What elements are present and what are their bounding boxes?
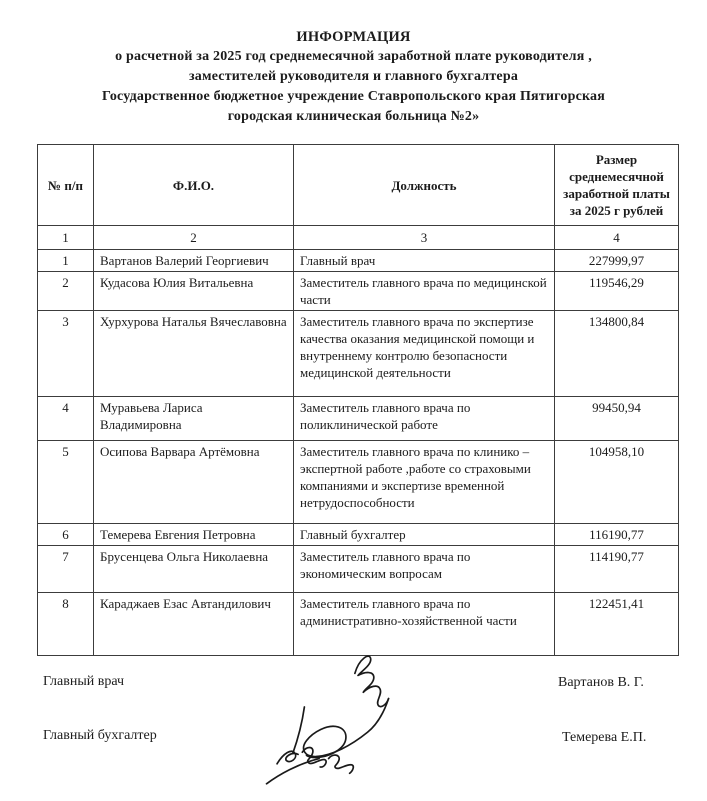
table-row	[38, 524, 679, 546]
document-subtitle-line: Государственное бюджетное учреждение Ставропольского края Пятигорская	[101, 89, 606, 104]
table-row	[38, 311, 679, 397]
row-number-cell: 5	[38, 441, 94, 524]
row-salary-cell: 99450,94	[555, 397, 679, 441]
column-number: 2	[94, 226, 294, 250]
column-number: 1	[38, 226, 94, 250]
document-subtitle-line: городская клиническая больница №2»	[227, 109, 480, 124]
table-body	[38, 250, 679, 656]
row-position-cell: Заместитель главного врача по клинико –экспертной работе ,работе со страховыми компаниями и экспертизе временной нетрудоспособности	[294, 441, 555, 524]
row-name-cell: Вартанов Валерий Георгиевич	[94, 250, 294, 272]
document-subtitle-line: заместителей руководителя и главного бухгалтера	[188, 69, 519, 84]
row-salary-cell: 122451,41	[555, 593, 679, 656]
row-number-cell: 6	[38, 524, 94, 546]
row-salary-cell: 119546,29	[555, 272, 679, 311]
row-name-cell: Хурхурова Наталья Вячеславовна	[94, 311, 294, 397]
column-number: 3	[294, 226, 555, 250]
row-salary-cell: 134800,84	[555, 311, 679, 397]
table-row	[38, 397, 679, 441]
document-subtitle-line: о расчетной за 2025 год среднемесячной заработной плате руководителя ,	[115, 49, 592, 64]
row-name-cell: Брусенцева Ольга Николаевна	[94, 546, 294, 593]
row-name-cell: Темерева Евгения Петровна	[94, 524, 294, 546]
salary-table	[37, 144, 679, 656]
row-number-cell: 8	[38, 593, 94, 656]
row-number-cell: 2	[38, 272, 94, 311]
signature-role: Главный врач	[43, 674, 125, 689]
signature-footer	[0, 643, 707, 801]
table-row	[38, 272, 679, 311]
row-number-cell: 3	[38, 311, 94, 397]
row-number-cell: 7	[38, 546, 94, 593]
row-position-cell: Главный бухгалтер	[294, 524, 555, 546]
signature-name: Темерева Е.П.	[562, 730, 647, 745]
row-position-cell: Заместитель главного врача по административно-хозяйственной части	[294, 593, 555, 656]
document-title-block	[0, 0, 707, 127]
row-position-cell: Заместитель главного врача по поликлинической работе	[294, 397, 555, 441]
row-position-cell: Заместитель главного врача по экспертизе качества оказания медицинской помощи и внутреннему контролю безопасности медицинской деятельности	[294, 311, 555, 397]
signature-name: Вартанов В. Г.	[558, 675, 644, 690]
row-name-cell: Осипова Варвара Артёмовна	[94, 441, 294, 524]
header-salary: Размер среднемесячной заработной платы за 2025 г рублей	[555, 145, 679, 226]
row-salary-cell: 227999,97	[555, 250, 679, 272]
row-salary-cell: 116190,77	[555, 524, 679, 546]
row-position-cell: Заместитель главного врача по медицинской части	[294, 272, 555, 311]
signature-role: Главный бухгалтер	[43, 728, 157, 743]
row-number-cell: 1	[38, 250, 94, 272]
row-number-cell: 4	[38, 397, 94, 441]
table-row	[38, 546, 679, 593]
row-name-cell: Караджаев Езас Автандилович	[94, 593, 294, 656]
table-header-row	[38, 145, 679, 226]
row-name-cell: Кудасова Юлия Витальевна	[94, 272, 294, 311]
document-title: ИНФОРМАЦИЯ	[296, 29, 411, 45]
row-salary-cell: 114190,77	[555, 546, 679, 593]
row-name-cell: Муравьева Лариса Владимировна	[94, 397, 294, 441]
column-number-row	[38, 226, 679, 250]
row-position-cell: Главный врач	[294, 250, 555, 272]
table-row	[38, 441, 679, 524]
row-salary-cell: 104958,10	[555, 441, 679, 524]
table-row	[38, 250, 679, 272]
column-number: 4	[555, 226, 679, 250]
header-num: № п/п	[38, 145, 94, 226]
header-position: Должность	[294, 145, 555, 226]
row-position-cell: Заместитель главного врача по экономическим вопросам	[294, 546, 555, 593]
header-name: Ф.И.О.	[94, 145, 294, 226]
handwritten-signature	[258, 646, 416, 788]
